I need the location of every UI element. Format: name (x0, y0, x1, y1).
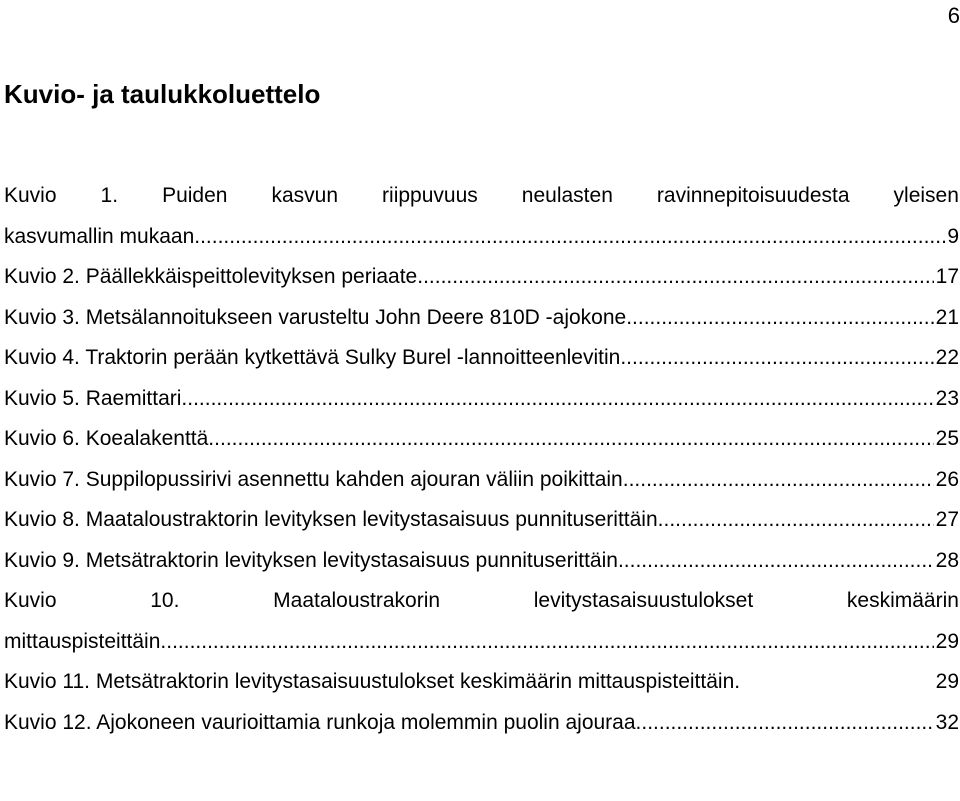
toc-entry-text: Kuvio 7. Suppilopussirivi asennettu kahden ajouran väliin poikittain. (4, 467, 629, 491)
toc-entry-text: Kuvio 3. Metsälannoitukseen varusteltu John Deere 810D -ajokone. (4, 305, 633, 329)
toc-entry-page: 28 (935, 548, 959, 572)
toc-entry-page: 25 (935, 427, 959, 451)
toc-entry[interactable] (4, 500, 959, 541)
dot-leader (626, 346, 933, 370)
toc-entry-text: Kuvio 11. Metsätraktorin levitystasaisuustulokset keskimäärin mittauspisteittäin. (4, 670, 741, 694)
toc-word: Kuvio (4, 184, 57, 208)
toc-entry[interactable] (4, 338, 959, 379)
toc-word: Puiden (162, 184, 228, 208)
toc-entry[interactable] (4, 379, 959, 420)
dot-leader (618, 549, 934, 573)
toc-word: ravinnepitoisuudesta (656, 184, 850, 208)
toc-word: Maataloustrakorin (273, 589, 441, 613)
toc-entry[interactable] (4, 622, 959, 663)
toc-entry-page: 26 (935, 467, 959, 491)
dot-leader (187, 387, 933, 411)
toc-entry-text: Kuvio 6. Koealakenttä. (4, 427, 215, 451)
toc-entry-page: 32 (935, 710, 959, 734)
toc-list (4, 176, 959, 743)
toc-word: yleisen (893, 184, 959, 208)
toc-entry[interactable] (4, 419, 959, 460)
toc-entry[interactable] (4, 217, 959, 258)
dot-leader (214, 427, 933, 451)
toc-word: Kuvio (4, 589, 57, 613)
toc-word: levitystasaisuustulokset (533, 589, 754, 613)
toc-entry[interactable] (4, 298, 959, 339)
toc-word: keskimäärin (846, 589, 959, 613)
toc-entry-page: 29 (935, 629, 959, 653)
dot-leader (664, 508, 934, 532)
page-title: Kuvio- ja taulukkoluettelo (4, 79, 321, 109)
page-number: 6 (947, 3, 960, 28)
toc-word: 10. (150, 589, 180, 613)
toc-word: kasvun (271, 184, 339, 208)
toc-word: neulasten (521, 184, 613, 208)
dot-leader (166, 630, 933, 654)
toc-word: 1. (100, 184, 119, 208)
toc-entry-text: kasvumallin mukaan. (4, 224, 201, 248)
dot-leader (641, 711, 933, 735)
toc-entry[interactable] (4, 703, 959, 744)
toc-entry-text: Kuvio 9. Metsätraktorin levityksen levitystasaisuus punnituserittäin (4, 548, 618, 572)
toc-entry-text: Kuvio 4. Traktorin perään kytkettävä Sulky Burel -lannoitteenlevitin. (4, 346, 627, 370)
toc-entry-page: 9 (947, 224, 959, 248)
toc-entry-page: 17 (935, 265, 959, 289)
toc-entry-page: 22 (935, 346, 959, 370)
toc-entry-page: 23 (935, 386, 959, 410)
toc-entry[interactable] (4, 460, 959, 501)
dot-leader (629, 468, 934, 492)
toc-entry[interactable] (4, 541, 959, 582)
toc-entry-line-justified (4, 176, 959, 217)
dot-leader (200, 225, 945, 249)
toc-entry-page: 29 (935, 670, 959, 694)
toc-entry-text: Kuvio 12. Ajokoneen vaurioittamia runkoja molemmin puolin ajouraa. (4, 710, 642, 734)
toc-entry-text: Kuvio 2. Päällekkäispeittolevityksen periaate. (4, 265, 424, 289)
dot-leader (423, 265, 934, 289)
toc-entry-text: Kuvio 5. Raemittari. (4, 386, 188, 410)
toc-entry-text: Kuvio 8. Maataloustraktorin levityksen levitystasaisuus punnituserittäin. (4, 508, 664, 532)
toc-entry-page: 21 (935, 305, 959, 329)
dot-leader (632, 306, 934, 330)
toc-entry-page: 27 (935, 508, 959, 532)
toc-entry[interactable] (4, 257, 959, 298)
toc-entry-line-justified (4, 581, 959, 622)
toc-word: riippuvuus (382, 184, 478, 208)
toc-entry[interactable] (4, 662, 959, 703)
toc-entry-text: mittauspisteittäin. (4, 629, 167, 653)
